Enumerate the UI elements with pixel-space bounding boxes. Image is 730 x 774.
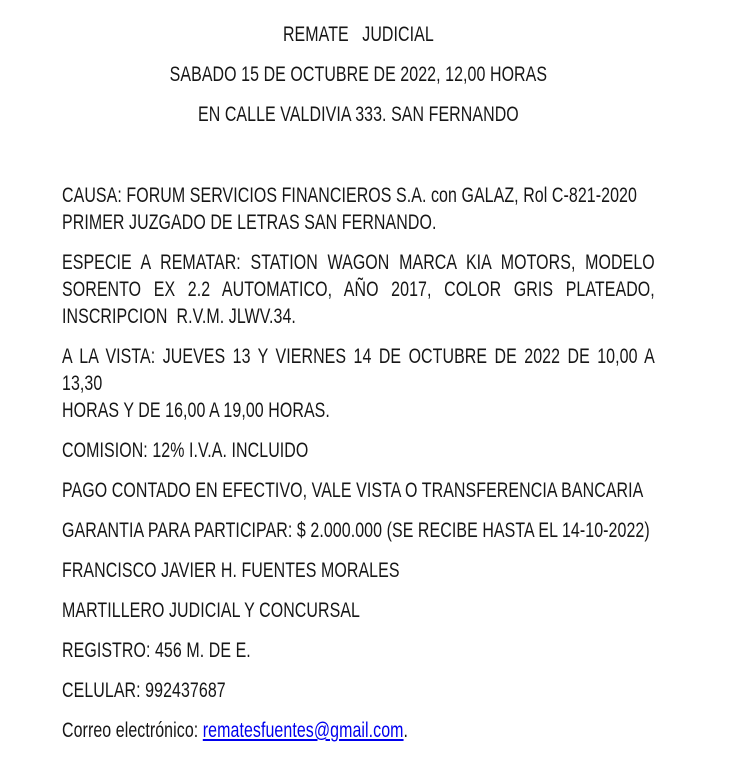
comision-line: COMISION: 12% I.V.A. INCLUIDO bbox=[62, 439, 309, 462]
email-suffix: . bbox=[403, 719, 409, 742]
a-la-vista-paragraph bbox=[62, 343, 655, 424]
especie-line-2: SORENTO EX 2.2 AUTOMATICO, AÑO 2017, COLOR GRIS PLATEADO, bbox=[62, 278, 655, 301]
garantia-line: GARANTIA PARA PARTICIPAR: $ 2.000.000 (SE RECIBE HASTA EL 14-10-2022) bbox=[62, 519, 650, 542]
document-content bbox=[62, 21, 655, 757]
registro-line: REGISTRO: 456 M. DE E. bbox=[62, 639, 251, 662]
especie-paragraph bbox=[62, 249, 655, 330]
especie-line-1: ESPECIE A REMATAR: STATION WAGON MARCA KIA MOTORS, MODELO bbox=[62, 251, 655, 274]
causa-paragraph bbox=[62, 182, 655, 236]
martillero-title-line: MARTILLERO JUDICIAL Y CONCURSAL bbox=[62, 599, 360, 622]
especie-line-3: INSCRIPCION R.V.M. JLWV.34. bbox=[62, 305, 296, 328]
causa-line-1: CAUSA: FORUM SERVICIOS FINANCIEROS S.A. con GALAZ, Rol C-821-2020 bbox=[62, 184, 637, 207]
a-la-vista-line-2: HORAS Y DE 16,00 A 19,00 HORAS. bbox=[62, 399, 330, 422]
email-label: Correo electrónico: bbox=[62, 719, 203, 742]
title-line-remate-judicial: REMATE JUDICIAL bbox=[282, 23, 434, 46]
title-line-address: EN CALLE VALDIVIA 333. SAN FERNANDO bbox=[197, 103, 519, 126]
title-line-date-time: SABADO 15 DE OCTUBRE DE 2022, 12,00 HORAS bbox=[169, 63, 548, 86]
email-link[interactable]: rematesfuentes@gmail.com bbox=[202, 719, 404, 742]
pago-line: PAGO CONTADO EN EFECTIVO, VALE VISTA O TRANSFERENCIA BANCARIA bbox=[62, 479, 644, 502]
a-la-vista-line-1: A LA VISTA: JUEVES 13 Y VIERNES 14 DE OCTUBRE DE 2022 DE 10,00 A 13,30 bbox=[62, 345, 655, 395]
email-paragraph bbox=[62, 717, 655, 744]
celular-line: CELULAR: 992437687 bbox=[62, 679, 226, 702]
martillero-name-line: FRANCISCO JAVIER H. FUENTES MORALES bbox=[62, 559, 400, 582]
causa-line-2: PRIMER JUZGADO DE LETRAS SAN FERNANDO. bbox=[62, 211, 437, 234]
